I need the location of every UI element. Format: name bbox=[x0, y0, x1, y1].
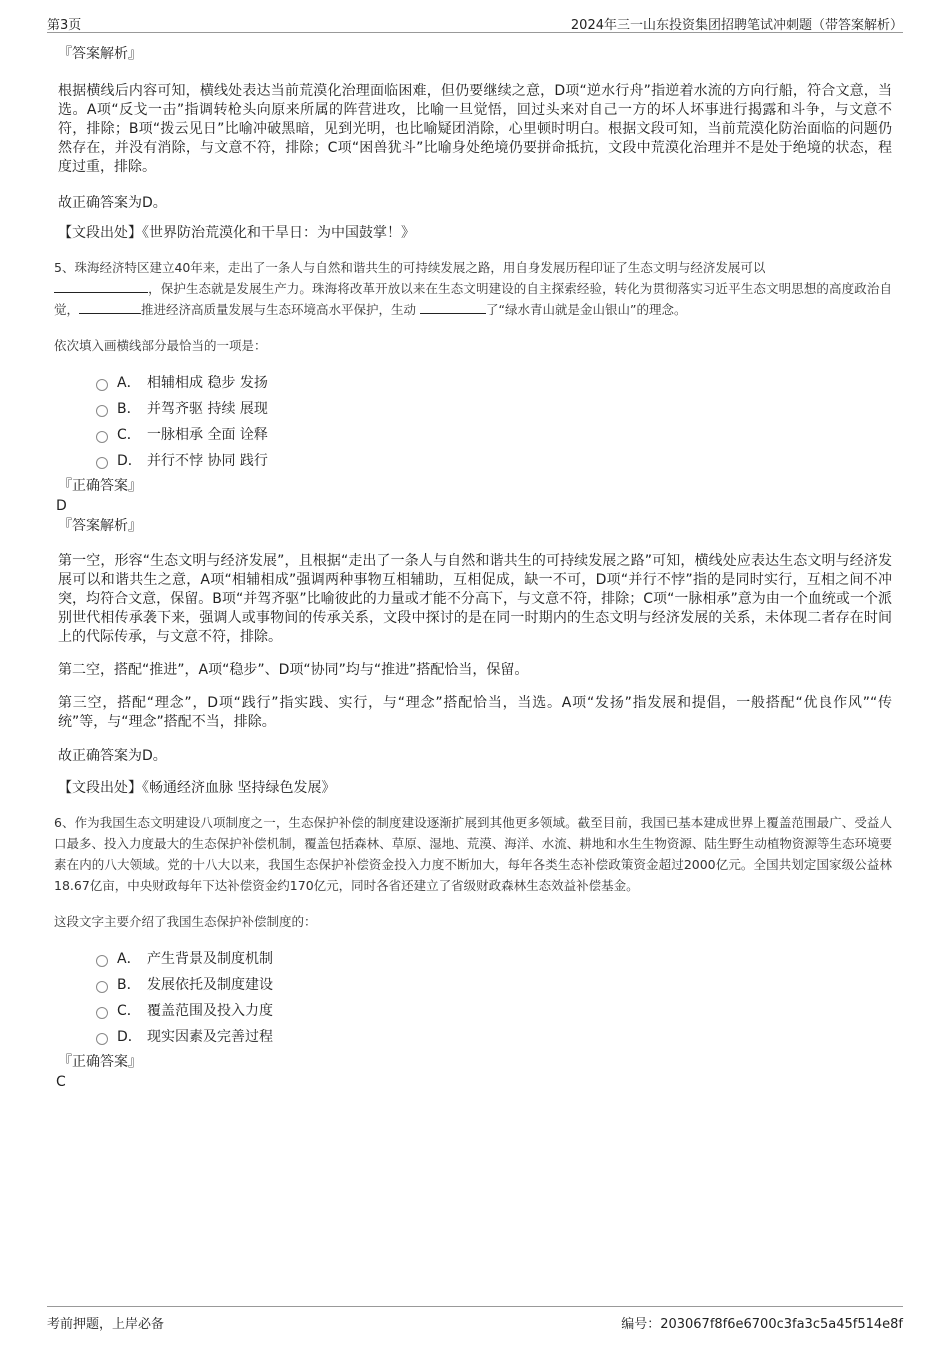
q5-analysis-label: 『答案解析』 bbox=[58, 518, 142, 534]
radio-icon[interactable] bbox=[96, 379, 108, 391]
q5-analysis-1: 第一空，形容“生态文明与经济发展”，且根据“走出了一条人与自然和谐共生的可持续发展之路”可知，横线处应表达生态文明与经济发展可以和谐共生之意，A项“相辅相成”强调两种事物互相辅助，互相促成，缺一不可，D项“并行不悖”指的是同时实行，互相之间不冲突，均符合文意，保留。B项“并驾齐驱”比喻彼此的力量或才能不分高下，与文意不符，排除；C项“一脉相承”意为由一个血统或一个派别世代相传承袭下来，强调人或事物间的传承关系，文段中探讨的是在同一时期内的生态文明与经济发展的关系，未体现二者存在时间上的代际传承，与文意不符，排除。 bbox=[58, 553, 892, 645]
q5-option-c[interactable]: C． 一脉相承 全面 诠释 bbox=[96, 422, 892, 448]
q6-answer: C bbox=[56, 1074, 66, 1090]
q4-source: 【文段出处】《世界防治荒漠化和干旱日：为中国鼓掌！》 bbox=[58, 225, 415, 241]
radio-icon[interactable] bbox=[96, 405, 108, 417]
q4-analysis: 根据横线后内容可知，横线处表达当前荒漠化治理面临困难，但仍要继续之意，D项“逆水行舟”指逆着水流的方向行船，符合文意，当选。A项“反戈一击”指调转枪头向原来所属的阵营进攻，比喻一旦觉悟，回过头来对自己一方的坏人坏事进行揭露和斗争，与文意不符，排除；B项“拨云见日”比喻冲破黑暗，见到光明，也比喻疑团消除，心里顿时明白。根据文段可知，当前荒漠化防治面临的问题仍然存在，并没有消除，与文意不符，排除；C项“困兽犹斗”比喻身处绝境仍要拼命抵抗，文段中荒漠化治理并不是处于绝境的状态，程度过重，排除。 bbox=[58, 83, 892, 175]
q6-options bbox=[96, 946, 892, 1050]
q6-answer-label: 『正确答案』 bbox=[58, 1054, 142, 1070]
radio-icon[interactable] bbox=[96, 457, 108, 469]
document-id: 编号：203067f8f6e6700c3fa3c5a45f514e8f bbox=[621, 1317, 903, 1332]
blank-2 bbox=[79, 301, 141, 314]
blank-1 bbox=[54, 280, 148, 293]
q5-option-b[interactable]: B． 并驾齐驱 持续 展现 bbox=[96, 396, 892, 422]
page-footer bbox=[47, 1306, 903, 1333]
q5-conclusion: 故正确答案为D。 bbox=[58, 748, 167, 764]
q4-analysis-label: 『答案解析』 bbox=[58, 46, 142, 62]
q4-conclusion: 故正确答案为D。 bbox=[58, 195, 167, 211]
radio-icon[interactable] bbox=[96, 955, 108, 967]
q6-question: 6、作为我国生态文明建设八项制度之一，生态保护补偿的制度建设逐渐扩展到其他更多领域。截至目前，我国已基本建成世界上覆盖范围最广、受益人口最多、投入力度最大的生态保护补偿机制，覆盖包括森林、草原、湿地、荒漠、海洋、水流、耕地和水生生物资源、陆生野生动植物资源等生态环境要素在内的八大领域。党的十八大以来，我国生态保护补偿资金投入力度不断加大，每年各类生态补偿政策资金超过2000亿元。全国共划定国家级公益林18.67亿亩，中央财政每年下达补偿资金约170亿元，同时各省还建立了省级财政森林生态效益补偿基金。 bbox=[54, 815, 892, 893]
q5-answer: D bbox=[56, 498, 67, 514]
radio-icon[interactable] bbox=[96, 1033, 108, 1045]
q5-options bbox=[96, 370, 892, 474]
q5-option-a[interactable]: A． 相辅相成 稳步 发扬 bbox=[96, 370, 892, 396]
q5-option-d[interactable]: D． 并行不悖 协同 践行 bbox=[96, 448, 892, 474]
document-title: 2024年三一山东投资集团招聘笔试冲刺题（带答案解析） bbox=[570, 18, 903, 33]
footer-slogan: 考前押题，上岸必备 bbox=[47, 1317, 165, 1332]
q6-option-b[interactable]: B． 发展依托及制度建设 bbox=[96, 972, 892, 998]
q6-option-c[interactable]: C． 覆盖范围及投入力度 bbox=[96, 998, 892, 1024]
page-header bbox=[47, 14, 903, 33]
page-content bbox=[54, 40, 892, 1092]
q5-prompt: 依次填入画横线部分最恰当的一项是： bbox=[54, 338, 267, 353]
radio-icon[interactable] bbox=[96, 1007, 108, 1019]
q5-answer-label: 『正确答案』 bbox=[58, 478, 142, 494]
q6-option-a[interactable]: A． 产生背景及制度机制 bbox=[96, 946, 892, 972]
radio-icon[interactable] bbox=[96, 431, 108, 443]
page-number: 第3页 bbox=[47, 18, 82, 33]
q5-analysis-2: 第二空，搭配“推进”，A项“稳步”、D项“协同”均与“推进”搭配恰当，保留。 bbox=[58, 662, 529, 678]
q5-analysis-3: 第三空，搭配“理念”，D项“践行”指实践、实行，与“理念”搭配恰当，当选。A项“发扬”指发展和提倡，一般搭配“优良作风”“传统”等，与“理念”搭配不当，排除。 bbox=[58, 695, 892, 730]
q6-option-d[interactable]: D． 现实因素及完善过程 bbox=[96, 1024, 892, 1050]
q6-prompt: 这段文字主要介绍了我国生态保护补偿制度的： bbox=[54, 914, 317, 929]
blank-3 bbox=[420, 301, 486, 314]
q5-source: 【文段出处】《畅通经济血脉 坚持绿色发展》 bbox=[58, 780, 336, 796]
radio-icon[interactable] bbox=[96, 981, 108, 993]
q5-question: 5、珠海经济特区建立40年来，走出了一条人与自然和谐共生的可持续发展之路，用自身发展历程印证了生态文明与经济发展可以 ，保护生态就是发展生产力。珠海将改革开放以来在生态文明建设的自主探索经验，转化为贯彻落实习近平生态文明思想的高度政治自觉， 推进经济高质量发展与生态环境高水平保护，生动 了“绿水青山就是金山银山”的理念。 bbox=[54, 260, 892, 317]
